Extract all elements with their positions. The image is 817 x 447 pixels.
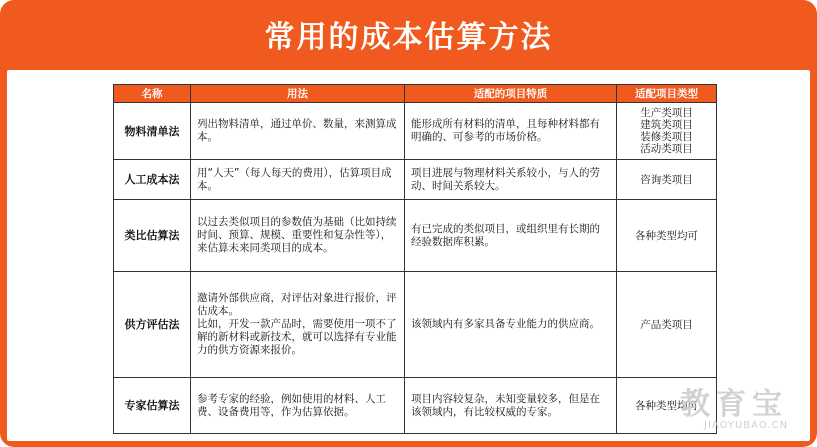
method-name: 专家估算法 [114, 378, 191, 434]
table-header-row [114, 85, 717, 103]
usage-paragraph: 参考专家的经验，例如使用的材料、人工费、设备费用等，作为估算依据。 [197, 392, 386, 418]
cost-methods-table [113, 84, 717, 434]
table-row [114, 378, 717, 434]
project-type: 产品类项目 [640, 318, 693, 331]
method-project-types [617, 160, 717, 200]
project-type: 建筑类项目 [640, 119, 693, 131]
method-feature: 能形成所有材料的清单，且每种材料都有明确的、可参考的市场价格。 [405, 103, 617, 160]
method-project-types [617, 103, 717, 160]
title-bar [0, 0, 817, 68]
method-usage [191, 378, 405, 434]
header-usage: 用法 [191, 85, 405, 103]
method-usage [191, 272, 405, 378]
project-type: 各种类型均可 [635, 229, 698, 242]
usage-paragraph: 比如，开发一款产品时，需要使用一项不了解的新材料或新技术，就可以选择有专业能力的供方资源来报价。 [197, 318, 397, 356]
method-usage [191, 103, 405, 160]
method-name: 物料清单法 [114, 103, 191, 160]
method-usage [191, 160, 405, 200]
watermark-logo: 教育宝 [680, 387, 788, 422]
project-type: 装修类项目 [640, 131, 693, 143]
table-row [114, 272, 717, 378]
header-name: 名称 [114, 85, 191, 103]
project-type: 各种类型均可 [635, 399, 698, 412]
method-feature: 有已完成的类似项目，或组织里有长期的经验数据库积累。 [405, 200, 617, 272]
usage-paragraph: 用“人天”（每人每天的费用），估算项目成本。 [197, 166, 392, 192]
watermark [680, 387, 788, 431]
header-project-type: 适配项目类型 [617, 85, 717, 103]
content-panel [7, 70, 810, 441]
project-type: 咨询类项目 [640, 173, 693, 186]
project-type: 生产类项目 [640, 107, 693, 119]
usage-paragraph: 邀请外部供应商，对评估对象进行报价，评估成本。 [197, 292, 397, 317]
usage-paragraph: 列出物料清单，通过单价、数量，来测算成本。 [197, 118, 397, 143]
table-row [114, 160, 717, 200]
method-project-types [617, 272, 717, 378]
method-name: 供方评估法 [114, 272, 191, 378]
table-row [114, 103, 717, 160]
header-feature: 适配的项目特质 [405, 85, 617, 103]
method-usage [191, 200, 405, 272]
page-title: 常用的成本估算方法 [264, 20, 553, 55]
usage-paragraph: 以过去类似项目的参数值为基础（比如持续时间、预算、规模、重要性和复杂性等），来估算未来同类项目的成本。 [197, 216, 397, 254]
method-name: 类比估算法 [114, 200, 191, 272]
watermark-url: JIAOYUBAO.CN [704, 420, 788, 431]
method-feature: 项目内容较复杂，未知变量较多，但是在该领域内，有比较权威的专家。 [405, 378, 617, 434]
table-row [114, 200, 717, 272]
method-name: 人工成本法 [114, 160, 191, 200]
method-feature: 该领域内有多家具备专业能力的供应商。 [405, 272, 617, 378]
method-feature: 项目进展与物理材料关系较小，与人的劳动、时间关系较大。 [405, 160, 617, 200]
project-type: 活动类项目 [640, 143, 693, 155]
method-project-types [617, 200, 717, 272]
